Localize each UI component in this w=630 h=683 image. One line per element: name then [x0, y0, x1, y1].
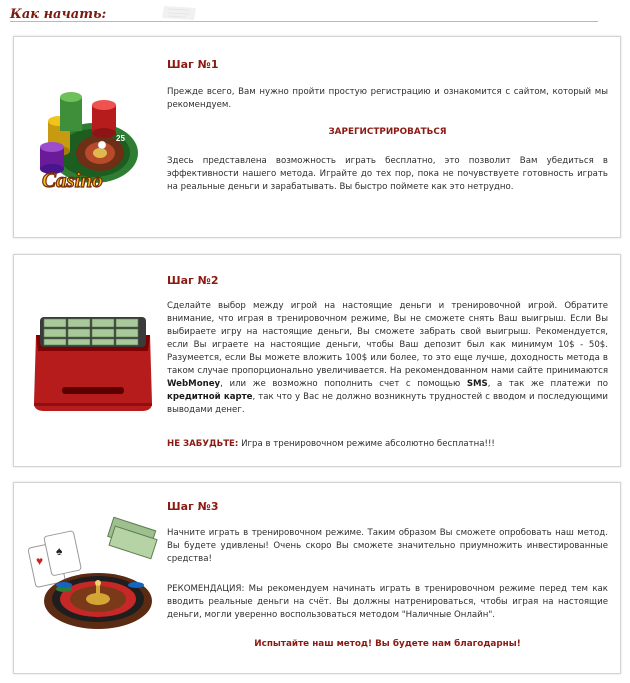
register-link[interactable]: ЗАРЕГИСТРИРОВАТЬСЯ — [328, 127, 447, 137]
step-2-body — [167, 300, 608, 417]
step-1-title: Шаг №1 — [167, 58, 219, 71]
credit-card-label: кредитной карте — [167, 392, 253, 402]
step-2-text-c: , а так же платежи по — [487, 379, 608, 389]
header-decoration-icon — [160, 4, 200, 22]
sms-label: SMS — [466, 379, 488, 389]
svg-text:♠: ♠ — [56, 544, 63, 558]
webmoney-label: WebMoney — [167, 379, 221, 389]
step-1-card — [13, 36, 621, 238]
page-title: Как начать: — [10, 7, 107, 22]
money-case-icon — [28, 307, 158, 419]
step-3-text-1: Начните играть в тренировочном режиме. Таким образом Вы сможете опробовать наш метод. Вы будете удивлены! Очень скоро Вы сможете значительно приумножить инвестированные средства! — [167, 528, 608, 564]
step-3-closing: Испытайте наш метод! Вы будете нам благодарны! — [254, 639, 521, 649]
casino-logo-text: Casino — [42, 168, 103, 191]
casino-chips-icon — [36, 81, 140, 191]
svg-text:♥: ♥ — [36, 554, 44, 568]
step-3-text-2: РЕКОМЕНДАЦИЯ: Мы рекомендуем начинать играть в тренировочном режиме перед тем как вводить реальные деньги на счёт. Вы должны натренироваться, чтобы играя на настоящие деньги, могли уверенно воспользоваться методом "Наличные Онлайн". — [167, 584, 608, 620]
step-1-body: Здесь представлена возможность играть бесплатно, это позволит Вам убедиться в эффективности нашего метода. Играйте до тех пор, пока не почувствуете готовность играть на реальные деньги и зарабатывать. Вы быстро поймете как это нетрудно. — [167, 156, 608, 192]
roulette-cards-icon — [24, 515, 160, 635]
step-2-note — [167, 438, 608, 451]
step-2-title: Шаг №2 — [167, 274, 219, 287]
step-2-text-a: Сделайте выбор между игрой на настоящие деньги и тренировочной игрой. Обратите внимание, что играя в тренировочном режиме, Вы не сможете снять Ваш выигрыш. Если Вы выбираете игру на настоящие деньги, Вы сможете забрать свой выигрыш. Рекомендуется, если Вы играете на настоящие деньги, чтобы Ваш депозит был как минимум 10$ - 50$. Разумеется, если Вы можете вложить 100$ или более, то это еще лучше, доходность метода в таком случае пропорционально увеличивается. На рекомендованном нами сайте принимаются — [167, 301, 608, 376]
step-1-intro: Прежде всего, Вам нужно пройти простую регистрацию и ознакомится с сайтом, который мы рекомендуем. — [167, 87, 608, 110]
roulette-number-label: 25 — [116, 134, 125, 143]
step-2-card — [13, 254, 621, 467]
step-3-card — [13, 482, 621, 674]
section-header — [10, 4, 598, 26]
step-3-title: Шаг №3 — [167, 500, 219, 513]
note-text: Игра в тренировочном режиме абсолютно бесплатна!!! — [241, 439, 495, 449]
note-label: НЕ ЗАБУДЬТЕ: — [167, 439, 239, 449]
step-2-text-d: , так что у Вас не должно возникнуть трудностей с вводом и последующими выводами денег. — [167, 392, 608, 415]
header-divider — [10, 21, 598, 22]
step-2-text-b: , или же возможно пополнить счет с помощью — [220, 379, 461, 389]
